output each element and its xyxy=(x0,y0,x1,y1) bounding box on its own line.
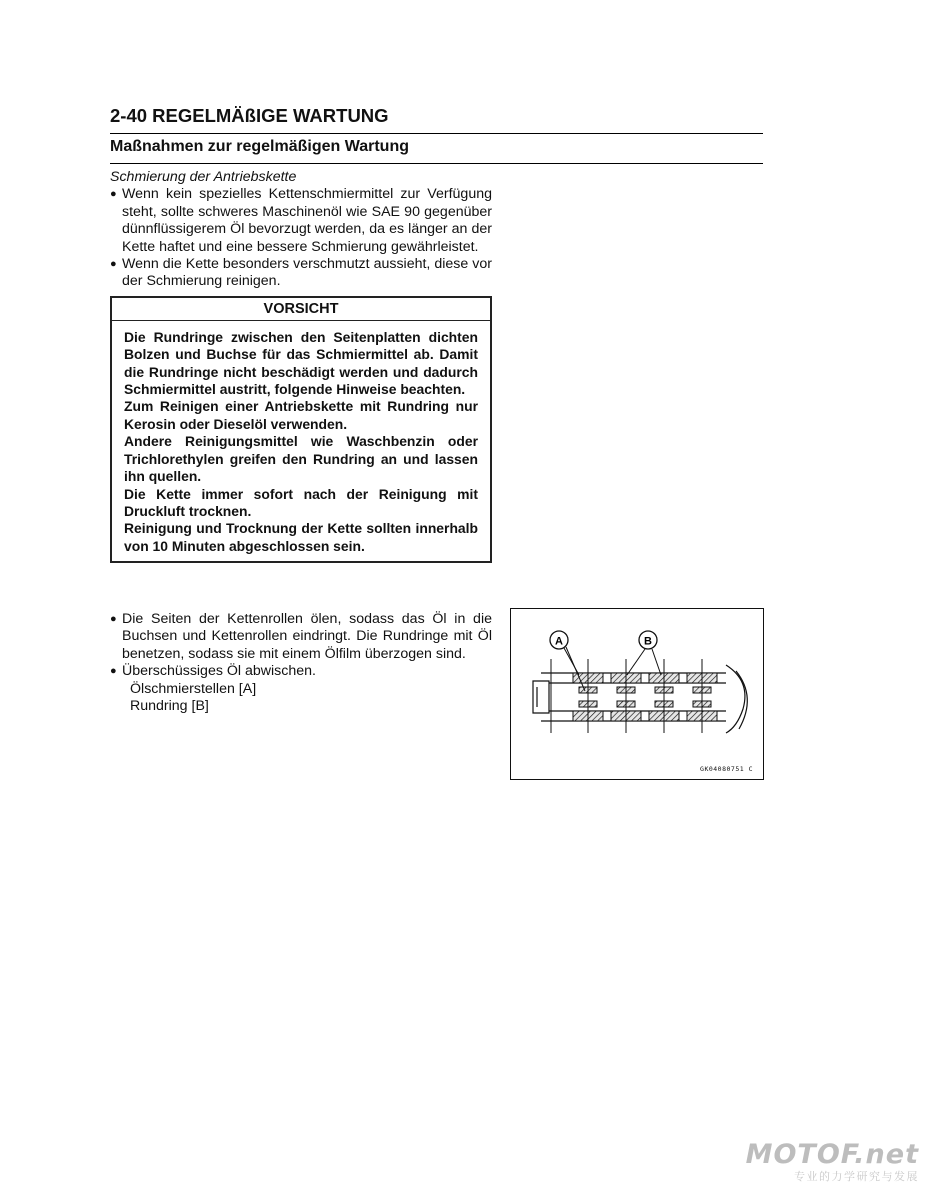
bullet-dot-icon: ● xyxy=(110,613,117,625)
label-b-text: B xyxy=(644,635,652,648)
lubrication-bullet-list xyxy=(110,186,492,290)
watermark-logo-accent: F xyxy=(840,1139,855,1170)
list-item xyxy=(110,256,492,291)
label-a-text: A xyxy=(555,635,563,648)
header-rule-bottom xyxy=(110,163,763,164)
bullet-text: Überschüssiges Öl abwischen. xyxy=(122,663,316,680)
bullet-dot-icon: ● xyxy=(110,665,117,678)
caution-paragraph: Reinigung und Trocknung der Kette sollten innerhalb von 10 Minuten abgeschlossen sein. xyxy=(124,520,478,554)
chapter-title: 2-40 REGELMÄßIGE WARTUNG xyxy=(110,105,389,126)
bullet-text: Wenn die Kette besonders verschmutzt aussieht, diese vor der Schmierung reinigen. xyxy=(122,256,492,290)
legend-item-b: Rundring [B] xyxy=(130,698,209,715)
lubrication-subheading: Schmierung der Antriebskette xyxy=(110,169,297,185)
legend-item-a: Ölschmierstellen [A] xyxy=(130,680,257,697)
caution-box xyxy=(110,296,492,563)
list-item xyxy=(110,186,492,256)
watermark-logo-suffix: .net xyxy=(854,1139,919,1170)
header-rule-top xyxy=(110,133,763,134)
section-title: Maßnahmen zur regelmäßigen Wartung xyxy=(110,138,409,155)
watermark-slogan: 专业的力学研究与发展 xyxy=(794,1170,919,1183)
list-item xyxy=(110,663,492,680)
o-ring-hatching xyxy=(573,673,717,721)
bullet-text: Wenn kein spezielles Kettenschmiermittel zur Verfügung steht, sollte schweres Maschinenöl wie SAE 90 gegenüber dünnflüssigerem Öl bevorzugt werden, da es länger an der Kette haftet und eine bessere Schmierung gewährleistet. xyxy=(122,186,492,255)
watermark-logo-main: MOTO xyxy=(745,1139,841,1170)
watermark xyxy=(746,1140,919,1184)
page-header xyxy=(110,104,763,164)
bullet-text: Die Seiten der Kettenrollen ölen, sodass das Öl in die Buchsen und Kettenrollen eindringt. Die Rundringe mit Öl benetzen, sodass sie mit einem Ölfilm überzogen sind. xyxy=(122,611,492,662)
oiling-bullet-list xyxy=(110,611,492,681)
pin-centerlines xyxy=(551,659,702,733)
caution-paragraph: Andere Reinigungsmittel wie Waschbenzin oder Trichlorethylen greifen den Rundring an und lassen ihn quellen. xyxy=(124,433,478,485)
caution-paragraph: Die Kette immer sofort nach der Reinigung mit Druckluft trocknen. xyxy=(124,485,478,519)
list-item xyxy=(110,611,492,663)
oiling-section xyxy=(110,611,492,715)
bullet-dot-icon: ● xyxy=(110,258,117,271)
watermark-logo xyxy=(746,1140,919,1170)
caution-paragraph: Zum Reinigen einer Antriebskette mit Rundring nur Kerosin oder Dieselöl verwenden. xyxy=(124,398,478,432)
caution-paragraph: Die Rundringe zwischen den Seitenplatten dichten Bolzen und Buchse für das Schmiermittel ab. Damit die Rundringe nicht beschädigt werden und dadurch Schmiermittel austritt, folgende Hinweise beachten. xyxy=(124,328,478,398)
lubrication-section xyxy=(110,169,492,563)
chain-figure xyxy=(510,608,764,780)
chain-drawing xyxy=(511,609,763,779)
bullet-dot-icon: ● xyxy=(110,188,117,201)
figure-code: GK04080751 C xyxy=(700,765,753,773)
caution-body xyxy=(112,321,490,561)
caution-title: VORSICHT xyxy=(112,298,490,321)
